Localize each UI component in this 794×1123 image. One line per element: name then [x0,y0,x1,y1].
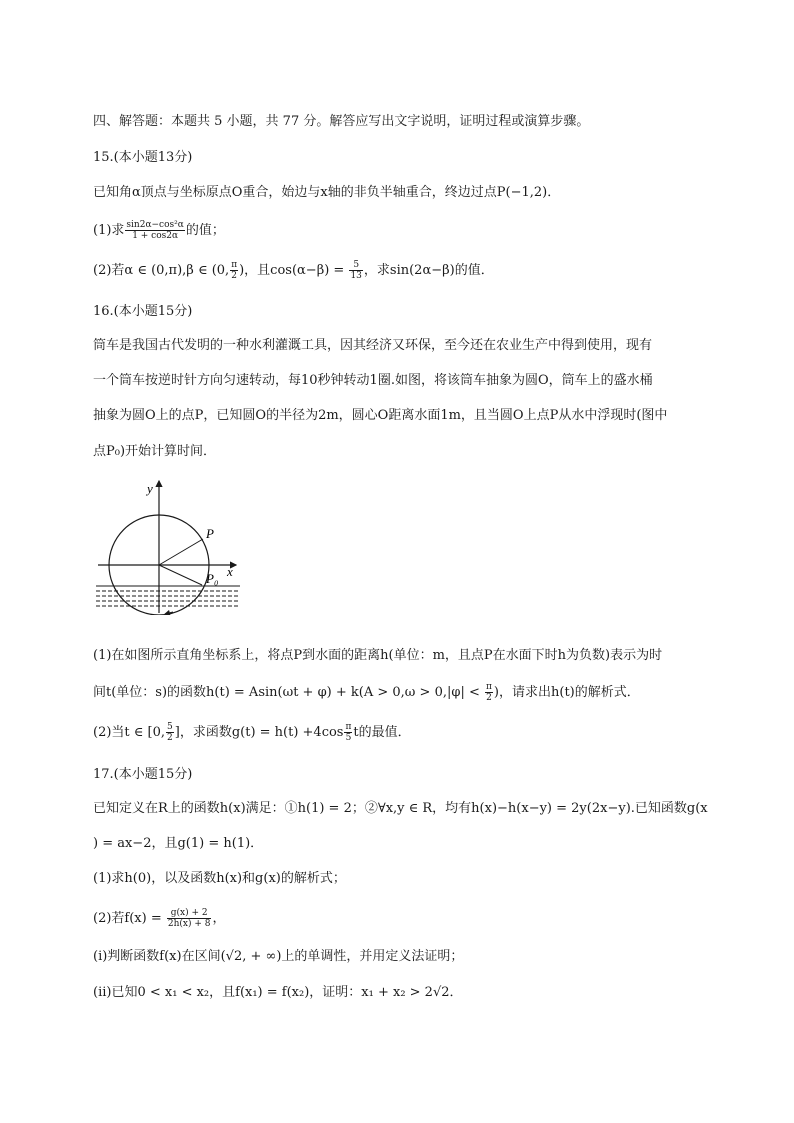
q17-sub2: (ⅱ)已知0 < x₁ < x₂，且f(x₁) = f(x₂)，证明：x₁ + x₂ > 2√2． [93,985,463,1000]
q15-part1-prefix: (1)求 [93,223,125,238]
q16-part1-line1: (1)在如图所示直角坐标系上，将点P到水面的距离h(单位：m，且点P在水面下时h为负数)表示为时 [93,648,663,663]
q16-part2-mid: ]，求函数g(t) = h(t) +4cos [174,725,344,740]
q16-part2-prefix: (2)当t ∈ [0, [93,725,166,740]
fraction-denominator: 1 + cos2α [132,231,179,241]
q15-part2-suffix: ，求sin(2α−β)的值． [363,263,494,278]
q16-part1-line2-suffix: )，请求出h(t)的解析式． [493,685,640,700]
waterwheel-figure [93,475,243,615]
q17-part2 [93,908,225,929]
radius-op [159,539,203,565]
q15-part2-value-fraction [349,260,362,281]
point-p-label: P [206,526,214,541]
water-surface-lines [96,586,240,606]
x-axis-label: x [227,564,233,579]
q17-sub1: (ⅰ)判断函数f(x)在区间(√2, + ∞)上的单调性，并用定义法证明； [93,949,464,964]
radius-op0 [159,565,202,585]
q15-part2 [93,260,494,281]
q17-title: 17.(本小题15分) [93,767,193,782]
q17-part1: (1)求h(0)，以及函数h(x)和g(x)的解析式； [93,871,346,886]
point-p0-label: P₀ [206,571,219,586]
q16-stem-line2: 一个筒车按逆时针方向匀速转动，每10秒钟转动1圈.如图，将该筒车抽象为圆O，筒车上的盛水桶 [93,373,653,388]
fraction-denominator: 2 [167,733,173,743]
q17-part2-suffix: ， [212,911,226,926]
section-header: 四、解答题：本题共 5 小题，共 77 分。解答应写出文字说明，证明过程或演算步骤。 [93,114,590,129]
q15-part2-mid: )，且cos(α−β) = [239,263,349,278]
q15-part2-pi-fraction [230,260,238,281]
fraction-numerator: 5 [167,722,173,732]
q15-stem: 已知角α顶点与坐标原点O重合，始边与x轴的非负半轴重合，终边过点P(−1,2)． [93,185,561,200]
q15-title: 15.(本小题13分) [93,150,193,165]
fraction-numerator: π [345,722,352,732]
q16-part2-interval-fraction [166,722,174,743]
q16-part1-line2-prefix: 间t(单位：s)的函数h(t) = Asin(ωt + φ) + k(A > 0,ω > 0,|φ| < [93,685,484,700]
q17-stem-line2: ) = ax−2，且g(1) = h(1)． [93,836,264,851]
fraction-numerator: g(x) + 2 [167,908,212,919]
q16-part2-cos-fraction [344,722,352,743]
q16-stem-line4: 点P₀)开始计算时间． [93,444,217,459]
fraction-numerator: sin2α−cos²α [126,220,184,230]
fraction-denominator: 13 [350,271,362,281]
q15-part1 [93,220,225,241]
fraction-denominator: 2h(x) + 8 [167,919,211,929]
y-axis-label: y [147,481,153,496]
q15-part1-fraction [125,220,184,241]
q17-part2-fraction [167,908,212,929]
fraction-numerator: π [231,260,238,270]
q17-part2-prefix: (2)若f(x) = [93,911,166,926]
fraction-denominator: 5 [345,733,352,743]
q16-stem-line3: 抽象为圆O上的点P，已知圆O的半径为2m，圆心O距离水面1m，且当圆O上点P从水中浮现时(图中 [93,408,668,423]
q16-part2-suffix: t的最值． [353,725,411,740]
fraction-denominator: 2 [231,271,238,281]
q16-part1-pi-fraction [485,682,493,703]
fraction-denominator: 2 [486,693,492,703]
q16-part2 [93,722,411,743]
q16-part1-line2 [93,682,640,703]
q16-stem-line1: 筒车是我国古代发明的一种水利灌溉工具，因其经济又环保，至今还在农业生产中得到使用，现有 [93,338,653,353]
q15-part2-prefix: (2)若α ∈ (0,π),β ∈ (0, [93,263,230,278]
q15-part1-suffix: 的值； [185,223,225,238]
q16-title: 16.(本小题15分) [93,304,193,319]
q17-stem-line1: 已知定义在R上的函数h(x)满足：①h(1) = 2；②∀x,y ∈ R，均有h(x)−h(x−y) = 2y(2x−y).已知函数g(x [93,801,708,816]
fraction-numerator: π [486,682,492,692]
fraction-numerator: 5 [349,260,362,271]
